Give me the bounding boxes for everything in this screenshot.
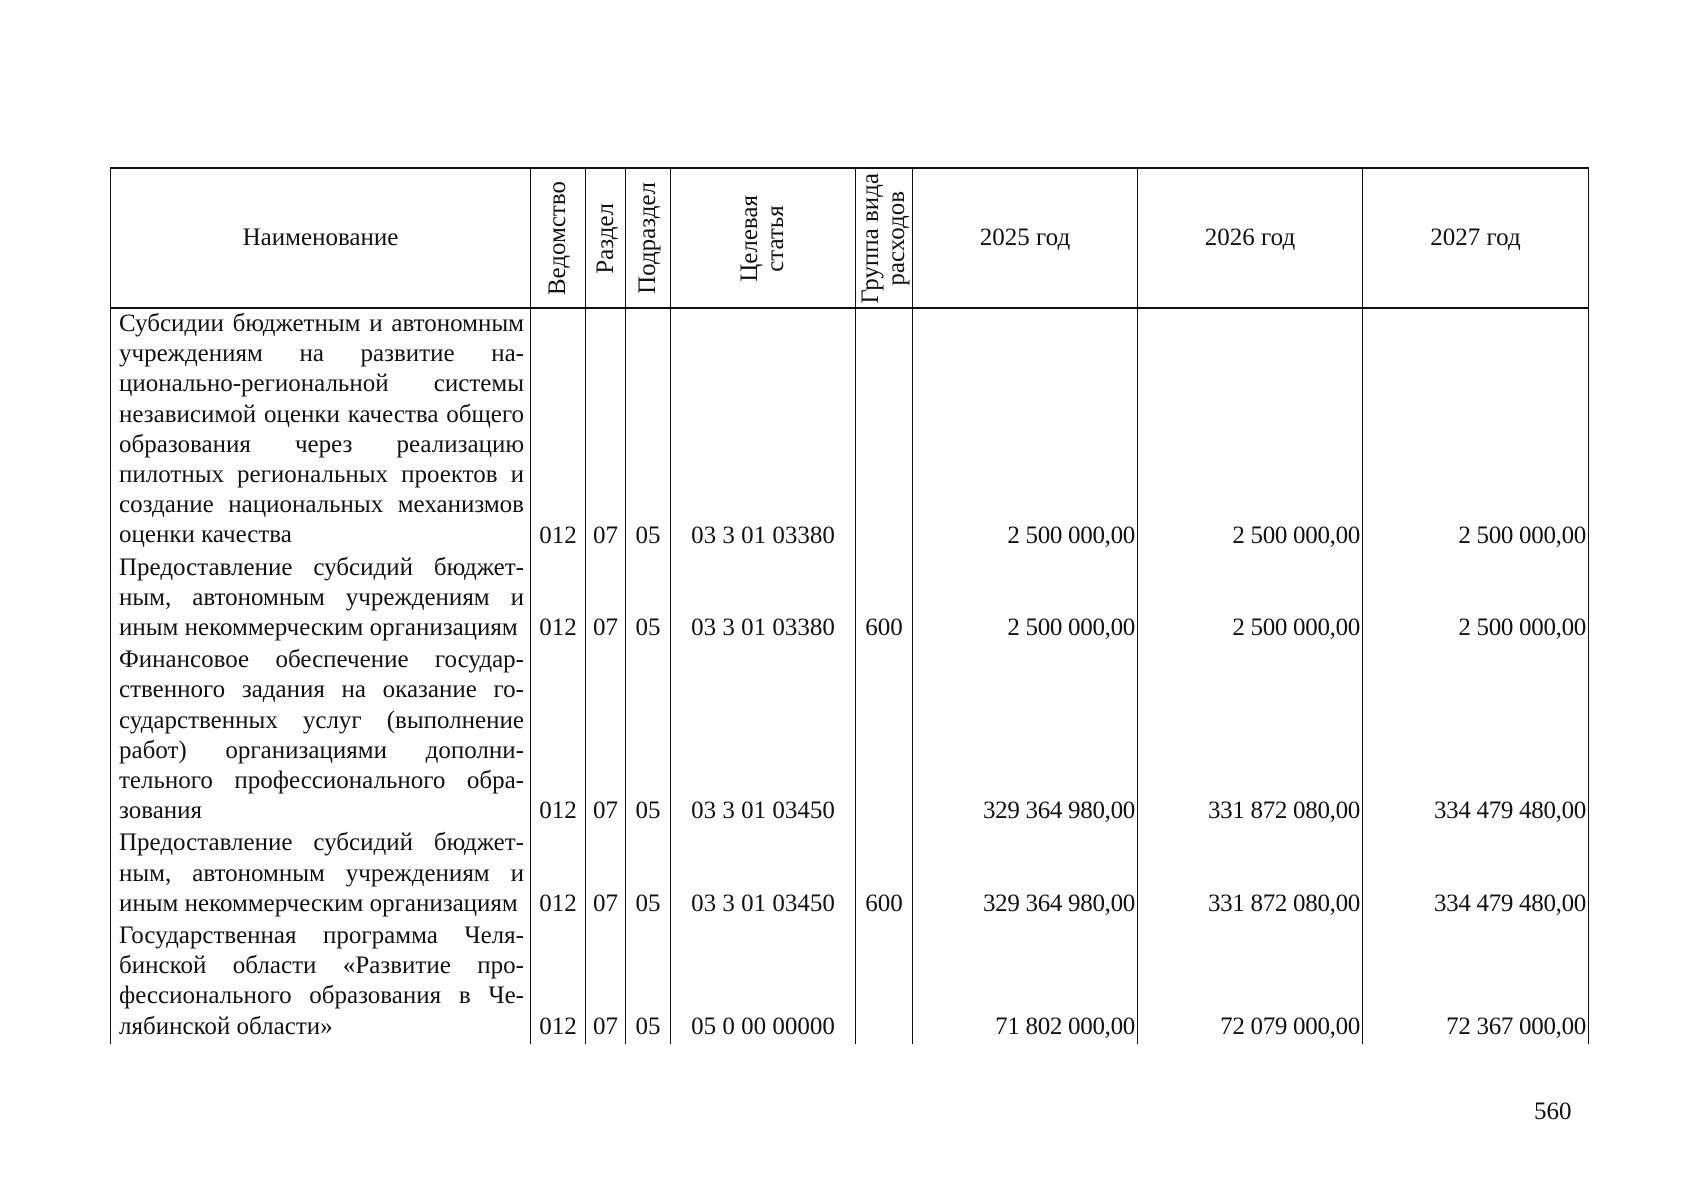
row-gruppa <box>856 308 913 553</box>
header-gruppa-label <box>858 173 910 304</box>
row-podrazdel: 05 <box>626 553 671 646</box>
row-gruppa: 600 <box>856 828 913 921</box>
row-podrazdel: 05 <box>626 645 671 828</box>
row-podrazdel: 05 <box>626 828 671 921</box>
header-celevaya-label <box>737 195 789 282</box>
row-celevaya: 03 3 01 03380 <box>671 308 856 553</box>
row-podrazdel: 05 <box>626 921 671 1044</box>
row-name: Государственная программа Челябинской области «Развитие профессионального образования в Челябинской области» <box>111 921 531 1044</box>
row-2026: 2 500 000,00 <box>1138 553 1363 646</box>
table-row <box>111 921 1589 1044</box>
row-podrazdel: 05 <box>626 308 671 553</box>
header-celevaya-line1: Целевая <box>736 194 763 282</box>
header-podrazdel <box>626 168 671 308</box>
row-2026: 331 872 080,00 <box>1138 645 1363 828</box>
row-name: Предоставление субсидий бюджетным, автономным учреждениям и иным некоммерческим организациям <box>111 553 531 646</box>
table-header <box>111 168 1589 308</box>
row-2025: 2 500 000,00 <box>913 553 1138 646</box>
header-gruppa-line2: расходов <box>883 190 910 286</box>
row-name: Финансовое обеспечение государственного задания на оказание государственных услуг (выполнение работ) организациями дополнительного профессионального образования <box>111 645 531 828</box>
row-2025: 329 364 980,00 <box>913 828 1138 921</box>
row-2026: 72 079 000,00 <box>1138 921 1363 1044</box>
header-celevaya-line2: статья <box>762 204 789 272</box>
table-row <box>111 553 1589 646</box>
table-row <box>111 828 1589 921</box>
row-celevaya: 03 3 01 03380 <box>671 553 856 646</box>
header-razdel-label: Раздел <box>591 202 619 274</box>
header-2025: 2025 год <box>913 168 1138 308</box>
header-2026: 2026 год <box>1138 168 1363 308</box>
row-vedomstvo: 012 <box>531 308 586 553</box>
row-2027: 72 367 000,00 <box>1363 921 1589 1044</box>
header-razdel <box>586 168 626 308</box>
row-vedomstvo: 012 <box>531 645 586 828</box>
header-vedomstvo <box>531 168 586 308</box>
header-gruppa-line1: Группа вида <box>857 172 884 304</box>
row-2027: 2 500 000,00 <box>1363 308 1589 553</box>
row-gruppa <box>856 921 913 1044</box>
row-2025: 2 500 000,00 <box>913 308 1138 553</box>
row-vedomstvo: 012 <box>531 553 586 646</box>
header-name: Наименование <box>111 168 531 308</box>
row-2026: 2 500 000,00 <box>1138 308 1363 553</box>
row-razdel: 07 <box>586 921 626 1044</box>
header-celevaya <box>671 168 856 308</box>
row-name: Субсидии бюджетным и автономным учреждениям на развитие национально-региональной системы независимой оценки качества общего образования через реализацию пилотных региональных проектов и создание национальных механизмов оценки качества <box>111 308 531 553</box>
header-vedomstvo-label: Ведомство <box>544 180 571 296</box>
row-celevaya: 03 3 01 03450 <box>671 645 856 828</box>
header-gruppa <box>856 168 913 308</box>
page-number: 560 <box>1534 1098 1572 1125</box>
row-celevaya: 03 3 01 03450 <box>671 828 856 921</box>
row-2025: 71 802 000,00 <box>913 921 1138 1044</box>
budget-table <box>110 167 1589 1044</box>
header-podrazdel-label: Подраздел <box>634 182 661 294</box>
row-2027: 334 479 480,00 <box>1363 828 1589 921</box>
row-2027: 2 500 000,00 <box>1363 553 1589 646</box>
row-vedomstvo: 012 <box>531 921 586 1044</box>
row-2026: 331 872 080,00 <box>1138 828 1363 921</box>
row-vedomstvo: 012 <box>531 828 586 921</box>
row-razdel: 07 <box>586 308 626 553</box>
table-row <box>111 308 1589 553</box>
row-celevaya: 05 0 00 00000 <box>671 921 856 1044</box>
row-2027: 334 479 480,00 <box>1363 645 1589 828</box>
row-razdel: 07 <box>586 645 626 828</box>
row-name: Предоставление субсидий бюджетным, автономным учреждениям и иным некоммерческим организациям <box>111 828 531 921</box>
row-gruppa: 600 <box>856 553 913 646</box>
table-body <box>111 308 1589 1044</box>
row-2025: 329 364 980,00 <box>913 645 1138 828</box>
row-razdel: 07 <box>586 828 626 921</box>
table-row <box>111 645 1589 828</box>
row-gruppa <box>856 645 913 828</box>
header-2027: 2027 год <box>1363 168 1589 308</box>
row-razdel: 07 <box>586 553 626 646</box>
